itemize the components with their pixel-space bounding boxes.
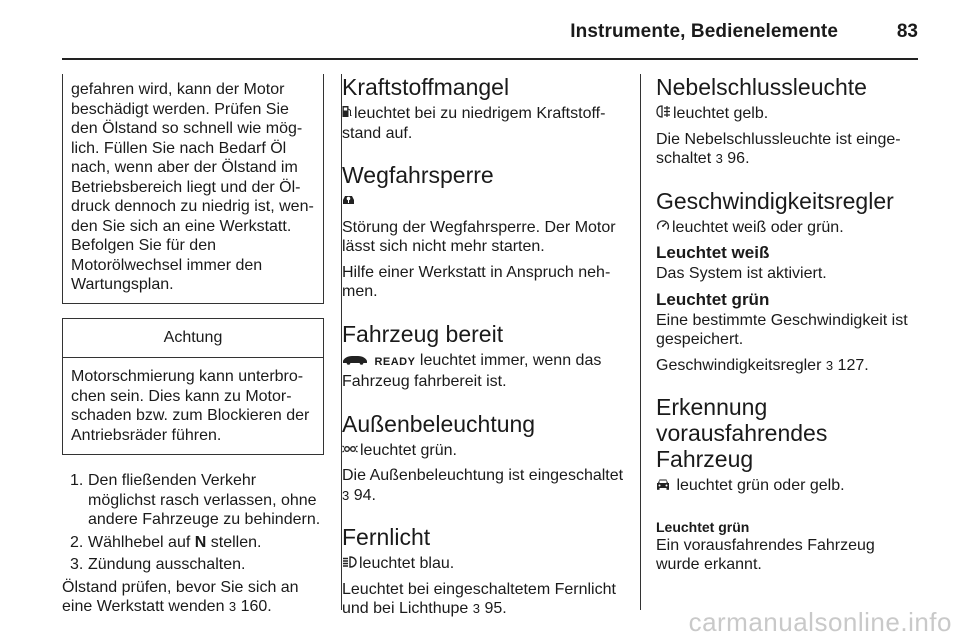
header-rule	[62, 58, 918, 60]
subheading: Leuchtet grün	[656, 289, 770, 309]
column-divider	[640, 74, 641, 610]
immobilizer-text-2: Hilfe einer Werkstatt in Anspruch nehmen.	[342, 263, 611, 300]
section-heading: Nebelschlussleuchte	[656, 74, 867, 100]
section-cruise-control: Geschwindigkeitsregler leuchtet weiß oder grün. Leuchtet weiß Das System ist aktiviert. Leuchtet grün Eine bestimmte Geschwindigkeit ist gespeichert. Geschwindigkeitsregler 3 127.	[656, 188, 918, 376]
high-beam-icon	[342, 554, 357, 574]
column-left	[62, 74, 324, 617]
section-heading: Erkennung vorausfahrendes Fahrzeug	[656, 394, 828, 472]
cross-reference-icon: 3	[715, 151, 723, 166]
column-middle	[342, 74, 624, 638]
steps-list	[62, 471, 324, 575]
page-reference[interactable]: 95.	[484, 600, 507, 617]
immobilizer-text-1: Störung der Wegfahrsperre. Der Motor lässt sich nicht mehr starten.	[342, 218, 616, 255]
section-fuel: Kraftstoffmangel leuchtet bei zu niedrigem Kraftstoffstand auf.	[342, 74, 624, 143]
cruise-control-icon	[656, 218, 670, 238]
section-heading: Fernlicht	[342, 524, 431, 550]
section-heading: Fahrzeug bereit	[342, 320, 504, 347]
section-vehicle-ahead: Erkennung vorausfahrendes Fahrzeug leuchtet grün oder gelb. Leuchtet grün Ein vorausfahrendes Fahrzeug wurde erkannt.	[656, 394, 918, 575]
section-immobilizer	[342, 162, 624, 302]
caution-box	[62, 318, 324, 456]
section-rear-fog: Nebelschlussleuchte leuchtet gelb. Die Nebelschlussleuchte ist eingeschaltet 3 96.	[656, 74, 918, 169]
cross-reference-icon: 3	[825, 357, 834, 373]
section-heading: Wegfahrsperre	[342, 162, 494, 188]
page-title: Instrumente, Bedienelemente	[570, 21, 838, 42]
car-ready-icon	[342, 351, 368, 371]
cross-reference-icon: 3	[472, 601, 481, 616]
page-reference[interactable]: 160.	[240, 598, 272, 615]
rear-fog-icon	[656, 104, 671, 124]
side-lights-icon	[342, 441, 358, 461]
warning-text: gefahren wird, kann der Motor beschädigt werden. Prüfen Sie den Ölstand so schnell wie möglich. Füllen Sie nach Bedarf Öl nach, wenn aber der Ölstand im Betriebsbereich liegt und der Öldruck dennoch zu niedrig ist, wenden Sie sich an eine Werkstatt. Befolgen Sie für den Motorölwechsel immer den Wartungsplan.	[71, 81, 314, 293]
subheading: Leuchtet weiß	[656, 243, 770, 262]
section-heading: Geschwindigkeitsregler	[656, 187, 894, 214]
ready-label: READY	[374, 355, 416, 368]
subheading: Leuchtet grün	[656, 518, 750, 535]
warning-box-continued	[62, 74, 324, 304]
car-key-icon	[342, 192, 355, 212]
oil-check-text: Ölstand prüfen, bevor Sie sich an eine Werkstatt wenden 3 160.	[62, 578, 299, 615]
list-item: 1. Den fließenden Verkehr möglichst rasch verlassen, ohne andere Fahrzeuge zu behindern.	[70, 472, 321, 528]
cross-reference-icon: 3	[342, 487, 350, 503]
page-reference[interactable]: 96.	[727, 150, 750, 167]
section-heading: Kraftstoffmangel	[342, 74, 510, 100]
column-right	[656, 74, 918, 594]
page-number: 83	[896, 21, 918, 42]
section-high-beam: Fernlicht leuchtet blau. Leuchtet bei eingeschaltetem Fernlicht und bei Lichthupe 3 95.	[342, 524, 624, 619]
list-item: 2. Wählhebel auf N stellen.	[70, 533, 262, 551]
watermark: carmanualsonline.info	[688, 607, 952, 637]
vehicle-ahead-icon	[656, 476, 670, 496]
page-header	[62, 18, 918, 48]
fuel-pump-icon	[342, 104, 352, 124]
cross-reference-icon: 3	[228, 599, 237, 614]
section-exterior-lights: Außenbeleuchtung leuchtet grün. Die Außenbeleuchtung ist eingeschaltet 3 94.	[342, 410, 624, 504]
caution-text: Motorschmierung kann unterbrochen sein. Dies kann zu Motorschaden bzw. zum Blockieren der Antriebsräder führen.	[71, 368, 310, 444]
page-reference[interactable]: 127.	[837, 356, 869, 374]
caution-heading: Achtung	[63, 319, 323, 359]
page-reference[interactable]: 94.	[353, 486, 376, 504]
section-ready: Fahrzeug bereit READY leuchtet immer, wenn das Fahrzeug fahrbereit ist.	[342, 321, 624, 392]
section-heading: Außenbeleuchtung	[342, 410, 536, 437]
list-item: 3. Zündung ausschalten.	[70, 556, 246, 573]
